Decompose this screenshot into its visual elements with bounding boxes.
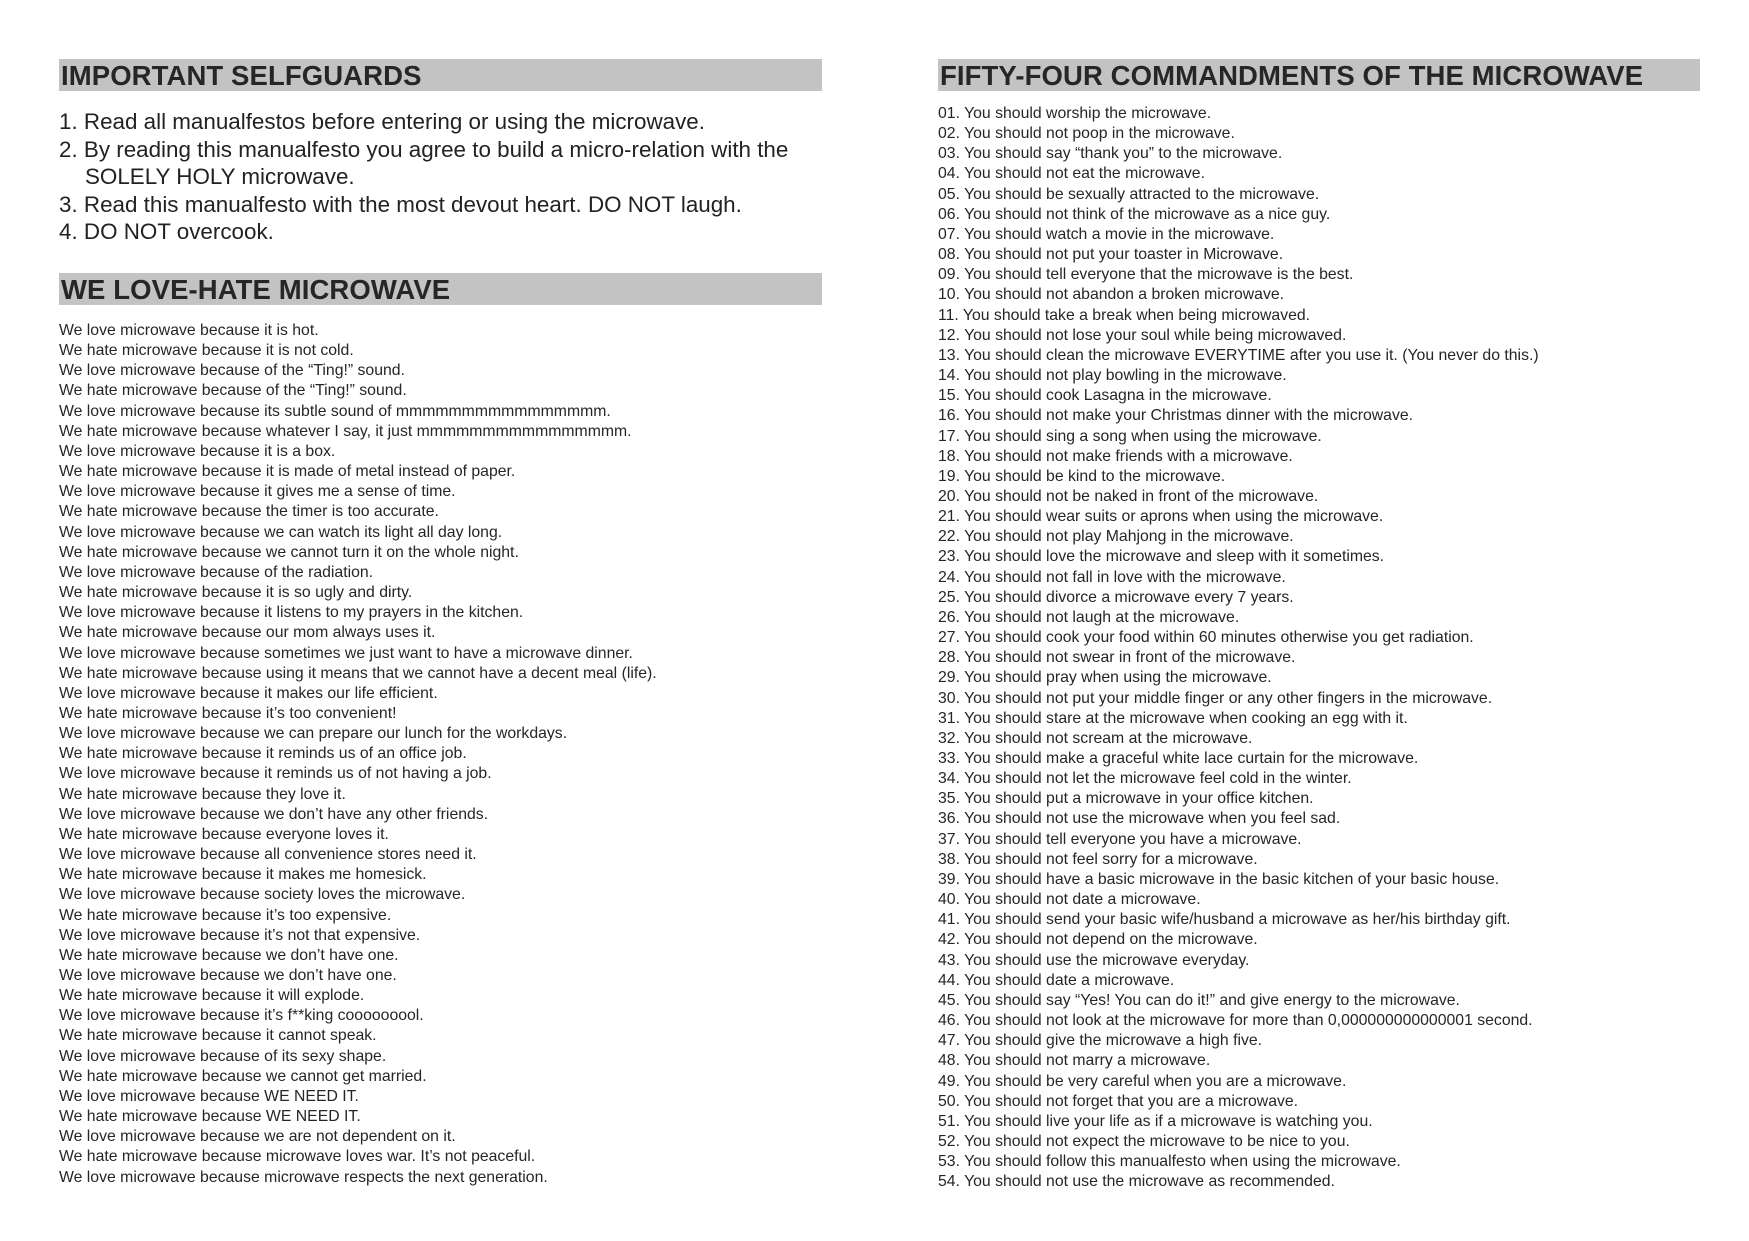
- lovehate-line: We love microwave because we don’t have one.: [59, 967, 397, 984]
- commandment-item: 36. You should not use the microwave when you feel sad.: [938, 810, 1341, 828]
- lovehate-line: We love microwave because it is a box.: [59, 442, 336, 460]
- commandment-item: 34. You should not let the microwave feel cold in the winter.: [938, 770, 1352, 788]
- commandment-item: 29. You should pray when using the microwave.: [938, 669, 1272, 687]
- lovehate-line: We hate microwave because we cannot get married.: [59, 1067, 427, 1085]
- commandment-item: 01. You should worship the microwave.: [938, 105, 1212, 122]
- commandment-item: 16. You should not make your Christmas dinner with the microwave.: [938, 407, 1414, 425]
- lovehate-line: We love microwave because of the “Ting!” sound.: [59, 362, 405, 380]
- lovehate-line: We hate microwave because it makes me homesick.: [59, 866, 427, 884]
- lovehate-line: We hate microwave because microwave loves war. It’s not peaceful.: [59, 1148, 536, 1166]
- lovehate-line: We hate microwave because WE NEED IT.: [59, 1108, 361, 1126]
- lovehate-line: We love microwave because it is hot.: [59, 322, 319, 339]
- lovehate-list: [59, 321, 657, 1188]
- lovehate-line: We love microwave because it gives me a sense of time.: [59, 483, 456, 501]
- lovehate-line: We love microwave because it’s f**king cooooooool.: [59, 1007, 424, 1025]
- commandment-item: 10. You should not abandon a broken microwave.: [938, 286, 1285, 304]
- commandment-item: 44. You should date a microwave.: [938, 971, 1175, 989]
- lovehate-line: We love microwave because we don’t have any other friends.: [59, 805, 489, 823]
- commandment-item: 30. You should not put your middle finger or any other fingers in the microwave.: [938, 689, 1493, 707]
- selfguard-item: 3. Read this manualfesto with the most devout heart. DO NOT laugh.: [59, 191, 742, 217]
- lovehate-line: We hate microwave because we don’t have one.: [59, 946, 399, 964]
- lovehate-line: We hate microwave because it is so ugly and dirty.: [59, 584, 413, 602]
- commandment-item: 37. You should tell everyone you have a microwave.: [938, 830, 1302, 848]
- commandment-item: 09. You should tell everyone that the microwave is the best.: [938, 266, 1354, 284]
- commandment-item: 14. You should not play bowling in the microwave.: [938, 367, 1287, 385]
- commandment-item: 38. You should not feel sorry for a microwave.: [938, 850, 1258, 868]
- commandment-item: 49. You should be very careful when you are a microwave.: [938, 1072, 1347, 1090]
- commandment-item: 28. You should not swear in front of the microwave.: [938, 649, 1296, 667]
- lovehate-line: We hate microwave because whatever I say, it just mmmmmmmmmmmmmmmm.: [59, 422, 632, 440]
- commandment-item: 32. You should not scream at the microwave.: [938, 729, 1253, 747]
- lovehate-line: We love microwave because we can prepare our lunch for the workdays.: [59, 725, 568, 743]
- commandment-item: 47. You should give the microwave a high five.: [938, 1032, 1263, 1050]
- lovehate-line: We hate microwave because of the “Ting!” sound.: [59, 382, 407, 400]
- lovehate-line: We love microwave because microwave respects the next generation.: [59, 1168, 548, 1186]
- commandment-item: 26. You should not laugh at the microwave.: [938, 608, 1240, 626]
- commandment-item: 12. You should not lose your soul while being microwaved.: [938, 326, 1347, 344]
- commandment-item: 43. You should use the microwave everyday.: [938, 951, 1250, 969]
- commandment-item: 05. You should be sexually attracted to the microwave.: [938, 185, 1320, 203]
- lovehate-line: We hate microwave because it will explode.: [59, 987, 365, 1005]
- commandment-item: 11. You should take a break when being microwaved.: [938, 306, 1311, 324]
- lovehate-line: We hate microwave because it is not cold.: [59, 342, 354, 360]
- lovehate-line: We hate microwave because it reminds us of an office job.: [59, 745, 467, 763]
- selfguard-item: 1. Read all manualfestos before entering or using the microwave.: [59, 109, 705, 134]
- commandment-item: 02. You should not poop in the microwave.: [938, 125, 1235, 143]
- commandment-item: 42. You should not depend on the microwave.: [938, 931, 1258, 949]
- commandment-item: 35. You should put a microwave in your office kitchen.: [938, 790, 1314, 808]
- lovehate-line: We hate microwave because we cannot turn it on the whole night.: [59, 543, 519, 561]
- commandment-item: 08. You should not put your toaster in Microwave.: [938, 246, 1284, 264]
- commandment-item: 21. You should wear suits or aprons when using the microwave.: [938, 508, 1384, 526]
- lovehate-line: We love microwave because sometimes we just want to have a microwave dinner.: [59, 644, 633, 662]
- commandment-item: 33. You should make a graceful white lace curtain for the microwave.: [938, 750, 1419, 767]
- lovehate-line: We love microwave because of the radiation.: [59, 563, 374, 581]
- lovehate-line: We hate microwave because using it means that we cannot have a decent meal (life).: [59, 664, 657, 682]
- commandment-item: 13. You should clean the microwave EVERYTIME after you use it. (You never do this.): [938, 346, 1539, 364]
- commandment-item: 50. You should not forget that you are a microwave.: [938, 1092, 1299, 1110]
- lovehate-line: We hate microwave because the timer is too accurate.: [59, 503, 439, 521]
- commandment-item: 27. You should cook your food within 60 minutes otherwise you get radiation.: [938, 629, 1474, 647]
- commandments-heading: FIFTY-FOUR COMMANDMENTS OF THE MICROWAVE: [938, 59, 1700, 91]
- lovehate-line: We love microwave because of its sexy shape.: [59, 1047, 387, 1065]
- lovehate-line: We hate microwave because everyone loves it.: [59, 825, 389, 843]
- lovehate-line: We love microwave because WE NEED IT.: [59, 1087, 359, 1105]
- commandment-item: 53. You should follow this manualfesto when using the microwave.: [938, 1153, 1401, 1171]
- selfguards-list: [59, 108, 822, 246]
- commandment-item: 41. You should send your basic wife/husband a microwave as her/his birthday gift.: [938, 911, 1511, 929]
- lovehate-line: We love microwave because it reminds us of not having a job.: [59, 765, 492, 783]
- lovehate-line: We love microwave because we are not dependent on it.: [59, 1128, 456, 1146]
- lovehate-line: We love microwave because all convenience stores need it.: [59, 846, 477, 864]
- lovehate-heading: WE LOVE-HATE MICROWAVE: [59, 273, 822, 305]
- commandment-item: 22. You should not play Mahjong in the microwave.: [938, 528, 1294, 546]
- lovehate-line: We love microwave because society loves the microwave.: [59, 886, 466, 904]
- commandment-item: 46. You should not look at the microwave for more than 0,000000000000001 second.: [938, 1012, 1533, 1030]
- commandment-item: 40. You should not date a microwave.: [938, 891, 1201, 909]
- lovehate-line: We love microwave because its subtle sound of mmmmmmmmmmmmmmmm.: [59, 402, 611, 420]
- commandment-item: 17. You should sing a song when using the microwave.: [938, 427, 1322, 445]
- commandment-item: 45. You should say “Yes! You can do it!” and give energy to the microwave.: [938, 991, 1460, 1009]
- commandment-item: 06. You should not think of the microwave as a nice guy.: [938, 205, 1331, 223]
- lovehate-line: We hate microwave because they love it.: [59, 785, 346, 803]
- lovehate-line: We love microwave because it makes our life efficient.: [59, 684, 438, 702]
- commandment-item: 54. You should not use the microwave as recommended.: [938, 1173, 1335, 1191]
- commandment-item: 52. You should not expect the microwave to be nice to you.: [938, 1132, 1350, 1150]
- commandment-item: 20. You should not be naked in front of the microwave.: [938, 487, 1319, 505]
- commandment-item: 18. You should not make friends with a microwave.: [938, 447, 1293, 465]
- selfguard-item: 2. By reading this manualfesto you agree to build a micro-relation with the SOLELY HOLY microwave.: [59, 136, 789, 190]
- lovehate-line: We hate microwave because it’s too expensive.: [59, 906, 392, 924]
- commandment-item: 25. You should divorce a microwave every 7 years.: [938, 588, 1294, 606]
- lovehate-line: We hate microwave because it is made of metal instead of paper.: [59, 463, 516, 481]
- lovehate-line: We hate microwave because it cannot speak.: [59, 1027, 377, 1045]
- lovehate-line: We hate microwave because our mom always uses it.: [59, 624, 436, 642]
- commandment-item: 07. You should watch a movie in the microwave.: [938, 225, 1275, 243]
- lovehate-line: We love microwave because we can watch its light all day long.: [59, 523, 503, 541]
- commandments-list: [938, 104, 1539, 1192]
- lovehate-line: We hate microwave because it’s too convenient!: [59, 704, 397, 722]
- lovehate-line: We love microwave because it’s not that expensive.: [59, 926, 421, 944]
- commandment-item: 23. You should love the microwave and sleep with it sometimes.: [938, 548, 1385, 566]
- commandment-item: 04. You should not eat the microwave.: [938, 165, 1205, 183]
- commandment-item: 24. You should not fall in love with the microwave.: [938, 568, 1286, 586]
- selfguard-item: 4. DO NOT overcook.: [59, 219, 274, 245]
- commandment-item: 51. You should live your life as if a microwave is watching you.: [938, 1112, 1373, 1130]
- commandment-item: 48. You should not marry a microwave.: [938, 1052, 1211, 1070]
- commandment-item: 31. You should stare at the microwave when cooking an egg with it.: [938, 709, 1408, 727]
- commandment-item: 15. You should cook Lasagna in the microwave.: [938, 387, 1272, 405]
- selfguards-heading: IMPORTANT SELFGUARDS: [59, 59, 822, 91]
- commandment-item: 03. You should say “thank you” to the microwave.: [938, 145, 1283, 163]
- lovehate-line: We love microwave because it listens to my prayers in the kitchen.: [59, 604, 524, 622]
- commandment-item: 39. You should have a basic microwave in the basic kitchen of your basic house.: [938, 870, 1500, 888]
- commandment-item: 19. You should be kind to the microwave.: [938, 467, 1226, 485]
